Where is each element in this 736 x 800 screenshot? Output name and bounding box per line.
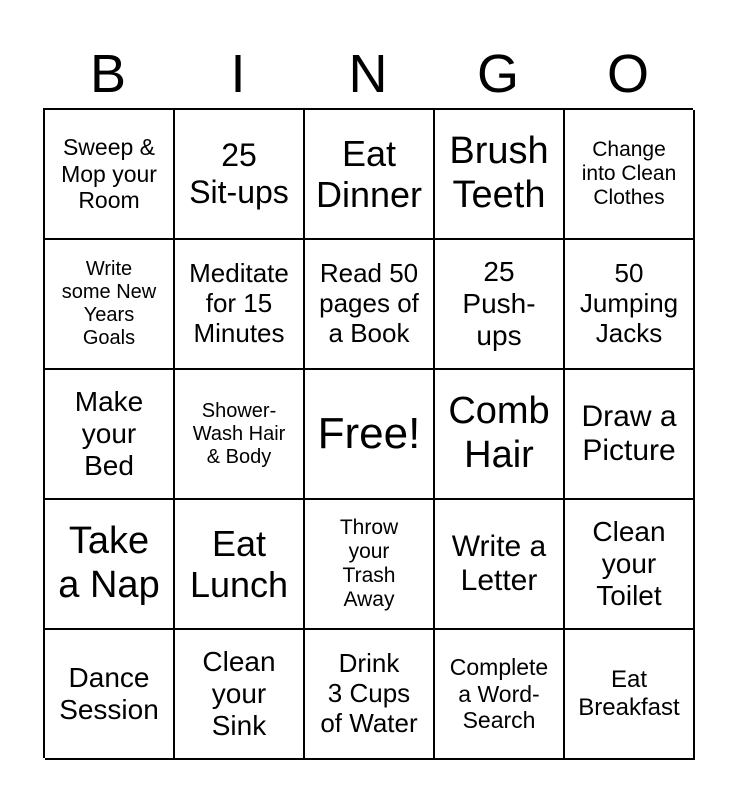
- bingo-cell-r3-c1[interactable]: Make your Bed: [45, 370, 175, 500]
- bingo-cell-r1-c1[interactable]: Sweep & Mop your Room: [45, 110, 175, 240]
- bingo-cell-r5-c2[interactable]: Clean your Sink: [175, 630, 305, 760]
- bingo-cell-r5-c5[interactable]: Eat Breakfast: [565, 630, 695, 760]
- bingo-cell-r2-c3[interactable]: Read 50 pages of a Book: [305, 240, 435, 370]
- bingo-cell-r3-c5[interactable]: Draw a Picture: [565, 370, 695, 500]
- bingo-cell-r2-c2[interactable]: Meditate for 15 Minutes: [175, 240, 305, 370]
- header-letter-o: O: [606, 44, 649, 104]
- bingo-cell-r4-c5[interactable]: Clean your Toilet: [565, 500, 695, 630]
- bingo-cell-r5-c4[interactable]: Complete a Word- Search: [435, 630, 565, 760]
- bingo-cell-free[interactable]: Free!: [305, 370, 435, 500]
- header-letter-n: N: [348, 44, 388, 104]
- bingo-header: [43, 40, 693, 108]
- bingo-cell-r4-c2[interactable]: Eat Lunch: [175, 500, 305, 630]
- bingo-cell-r3-c2[interactable]: Shower- Wash Hair & Body: [175, 370, 305, 500]
- bingo-cell-r4-c1[interactable]: Take a Nap: [45, 500, 175, 630]
- bingo-cell-r2-c4[interactable]: 25 Push- ups: [435, 240, 565, 370]
- header-letter-i: I: [230, 44, 246, 104]
- bingo-cell-r1-c3[interactable]: Eat Dinner: [305, 110, 435, 240]
- header-letter-b: B: [89, 44, 127, 104]
- bingo-cell-r5-c1[interactable]: Dance Session: [45, 630, 175, 760]
- header-letter-g: G: [476, 44, 519, 104]
- bingo-cell-r5-c3[interactable]: Drink 3 Cups of Water: [305, 630, 435, 760]
- bingo-cell-r4-c3[interactable]: Throw your Trash Away: [305, 500, 435, 630]
- bingo-cell-r2-c5[interactable]: 50 Jumping Jacks: [565, 240, 695, 370]
- bingo-board: [43, 108, 693, 758]
- bingo-cell-r1-c4[interactable]: Brush Teeth: [435, 110, 565, 240]
- bingo-cell-r1-c5[interactable]: Change into Clean Clothes: [565, 110, 695, 240]
- bingo-cell-r3-c4[interactable]: Comb Hair: [435, 370, 565, 500]
- bingo-cell-r1-c2[interactable]: 25 Sit-ups: [175, 110, 305, 240]
- bingo-cell-r4-c4[interactable]: Write a Letter: [435, 500, 565, 630]
- bingo-cell-r2-c1[interactable]: Write some New Years Goals: [45, 240, 175, 370]
